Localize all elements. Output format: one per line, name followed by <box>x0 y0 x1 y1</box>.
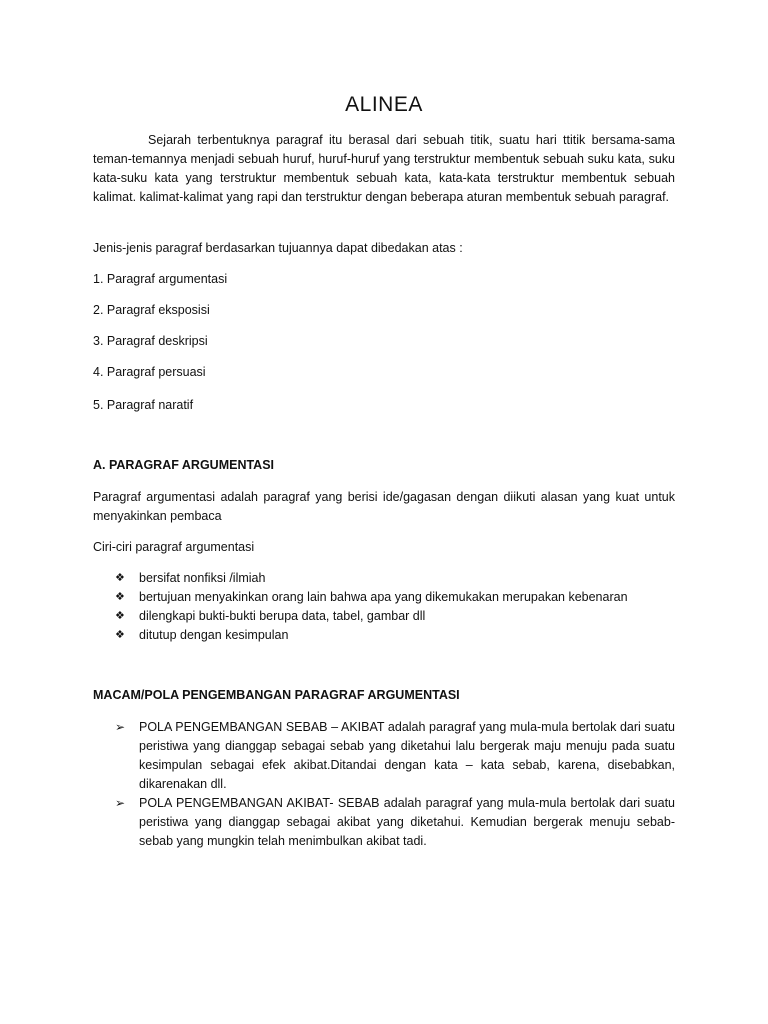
ciri-text: bersifat nonfiksi /ilmiah <box>139 571 266 585</box>
section-a-heading: A. PARAGRAF ARGUMENTASI <box>93 458 275 472</box>
jenis-item-4: 4. Paragraf persuasi <box>93 365 206 379</box>
ciri-text: bertujuan menyakinkan orang lain bahwa apa yang dikemukakan merupakan kebenaran <box>139 590 628 604</box>
jenis-item-3: 3. Paragraf deskripsi <box>93 334 208 348</box>
ciri-list <box>93 569 675 645</box>
document-title: ALINEA <box>345 93 423 116</box>
section-a-definition: Paragraf argumentasi adalah paragraf yang berisi ide/gagasan dengan diikuti alasan yang kuat untuk menyakinkan pembaca <box>93 490 675 523</box>
arrow-bullet-icon: ➢ <box>115 720 126 734</box>
intro-paragraph: Sejarah terbentuknya paragraf itu berasal dari sebuah titik, suatu hari ttitik bersama-sama teman-temannya menjadi sebuah huruf, huruf-huruf yang terstruktur membentuk sebuah suku kata, suku kata-suku kata yang terstruktur membentuk sebuah kata, kata-kata terstruktur membentuk sebuah kalimat. kalimat-kalimat yang rapi dan terstruktur dengan beberapa aturan membentuk sebuah paragraf. <box>93 133 675 204</box>
jenis-item-2: 2. Paragraf eksposisi <box>93 303 210 317</box>
diamond-bullet-icon: ❖ <box>115 591 125 603</box>
ciri-text: dilengkapi bukti-bukti berupa data, tabel, gambar dll <box>139 609 426 623</box>
ciri-text: ditutup dengan kesimpulan <box>139 628 289 642</box>
list-item <box>93 588 675 607</box>
diamond-bullet-icon: ❖ <box>115 629 125 641</box>
list-item <box>93 794 675 851</box>
macam-list <box>93 718 675 851</box>
diamond-bullet-icon: ❖ <box>115 572 125 584</box>
jenis-intro: Jenis-jenis paragraf berdasarkan tujuannya dapat dibedakan atas : <box>93 241 463 255</box>
macam-text: POLA PENGEMBANGAN SEBAB – AKIBAT adalah paragraf yang mula-mula bertolak dari suatu peristiwa yang dianggap sebagai sebab yang diketahui lalu bergerak maju menuju pada suatu kesimpulan sebagai efek akibat.Ditandai dengan kata – kata sebab, karena, disebabkan, dikarenakan dll. <box>139 720 675 791</box>
jenis-item-1: 1. Paragraf argumentasi <box>93 272 228 286</box>
macam-text: POLA PENGEMBANGAN AKIBAT- SEBAB adalah paragraf yang mula-mula bertolak dari suatu peristiwa yang dianggap sebagai akibat yang diketahui. Kemudian bergerak menuju sebab-sebab yang mungkin telah menimbulkan akibat tadi. <box>139 796 675 848</box>
ciri-label: Ciri-ciri paragraf argumentasi <box>93 540 255 554</box>
arrow-bullet-icon: ➢ <box>115 796 126 810</box>
jenis-item-5: 5. Paragraf naratif <box>93 398 194 412</box>
list-item <box>93 626 675 645</box>
list-item <box>93 607 675 626</box>
list-item <box>93 569 675 588</box>
section-macam-heading: MACAM/POLA PENGEMBANGAN PARAGRAF ARGUMENTASI <box>93 688 460 702</box>
list-item <box>93 718 675 794</box>
diamond-bullet-icon: ❖ <box>115 610 125 622</box>
